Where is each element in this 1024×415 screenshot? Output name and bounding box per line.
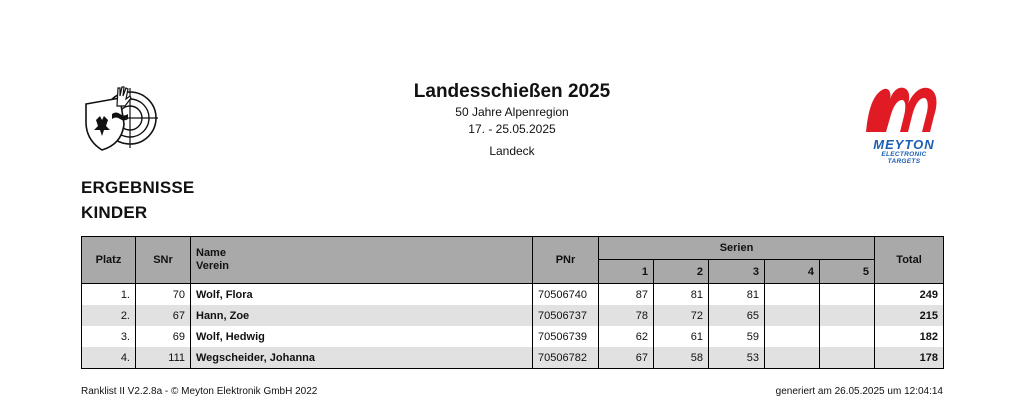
cell-serie-1: 62 <box>599 326 654 347</box>
section-heading: ERGEBNISSE <box>81 178 195 197</box>
cell-serie-3: 65 <box>709 305 765 326</box>
cell-serie-4 <box>765 284 820 306</box>
cell-serie-4 <box>765 305 820 326</box>
header-verein: Verein <box>196 260 230 272</box>
cell-serie-2: 58 <box>654 347 709 369</box>
cell-serie-3: 59 <box>709 326 765 347</box>
header-serie-2: 2 <box>654 260 709 284</box>
cell-serie-2: 72 <box>654 305 709 326</box>
cell-serie-5 <box>820 305 875 326</box>
subtitle: 50 Jahre Alpenregion <box>455 105 569 119</box>
table-row <box>82 326 944 347</box>
header-total: Total <box>875 237 944 284</box>
header-name: Name <box>196 247 226 259</box>
meyton-m-icon <box>858 82 948 138</box>
header-serie-3: 3 <box>709 260 765 284</box>
cell-total: 178 <box>875 347 944 369</box>
cell-serie-4 <box>765 326 820 347</box>
cell-serie-1: 78 <box>599 305 654 326</box>
page-title: Landesschießen 2025 <box>413 81 611 102</box>
meyton-tagline: ELECTRONIC TARGETS <box>881 151 927 165</box>
table-row <box>82 347 944 369</box>
footer-generated: generiert am 26.05.2025 um 12:04:14 <box>775 386 943 397</box>
category-heading: KINDER <box>81 203 148 222</box>
cell-serie-5 <box>820 326 875 347</box>
meyton-brand-text: MEYTON <box>873 137 935 152</box>
header-serien: Serien <box>599 237 875 260</box>
footer-version: Ranklist II V2.2.8a - © Meyton Elektronik GmbH 2022 <box>81 386 318 397</box>
cell-snr: 67 <box>136 305 191 326</box>
cell-serie-1: 87 <box>599 284 654 306</box>
meyton-logo <box>858 82 948 165</box>
table-row <box>82 284 944 306</box>
cell-serie-2: 61 <box>654 326 709 347</box>
cell-serie-5 <box>820 284 875 306</box>
header-name-verein <box>191 237 533 284</box>
cell-platz: 1. <box>82 284 136 306</box>
cell-serie-3: 81 <box>709 284 765 306</box>
event-location: Landeck <box>489 144 535 158</box>
table-row <box>82 305 944 326</box>
header-snr: SNr <box>136 237 191 284</box>
cell-pnr: 70506737 <box>533 305 599 326</box>
event-dates: 17. - 25.05.2025 <box>468 122 556 136</box>
cell-serie-4 <box>765 347 820 369</box>
cell-pnr: 70506782 <box>533 347 599 369</box>
cell-platz: 2. <box>82 305 136 326</box>
cell-name: Wegscheider, Johanna <box>191 347 533 369</box>
header-pnr: PNr <box>533 237 599 284</box>
cell-snr: 70 <box>136 284 191 306</box>
header-serie-4: 4 <box>765 260 820 284</box>
cell-total: 249 <box>875 284 944 306</box>
cell-serie-1: 67 <box>599 347 654 369</box>
cell-platz: 4. <box>82 347 136 369</box>
cell-serie-5 <box>820 347 875 369</box>
cell-name: Hann, Zoe <box>191 305 533 326</box>
cell-pnr: 70506740 <box>533 284 599 306</box>
cell-serie-3: 53 <box>709 347 765 369</box>
cell-snr: 69 <box>136 326 191 347</box>
cell-serie-2: 81 <box>654 284 709 306</box>
cell-total: 215 <box>875 305 944 326</box>
cell-total: 182 <box>875 326 944 347</box>
header-serie-5: 5 <box>820 260 875 284</box>
cell-snr: 111 <box>136 347 191 369</box>
header-platz: Platz <box>82 237 136 284</box>
cell-pnr: 70506739 <box>533 326 599 347</box>
cell-name: Wolf, Flora <box>191 284 533 306</box>
header-serie-1: 1 <box>599 260 654 284</box>
results-table <box>81 236 944 369</box>
cell-name: Wolf, Hedwig <box>191 326 533 347</box>
cell-platz: 3. <box>82 326 136 347</box>
